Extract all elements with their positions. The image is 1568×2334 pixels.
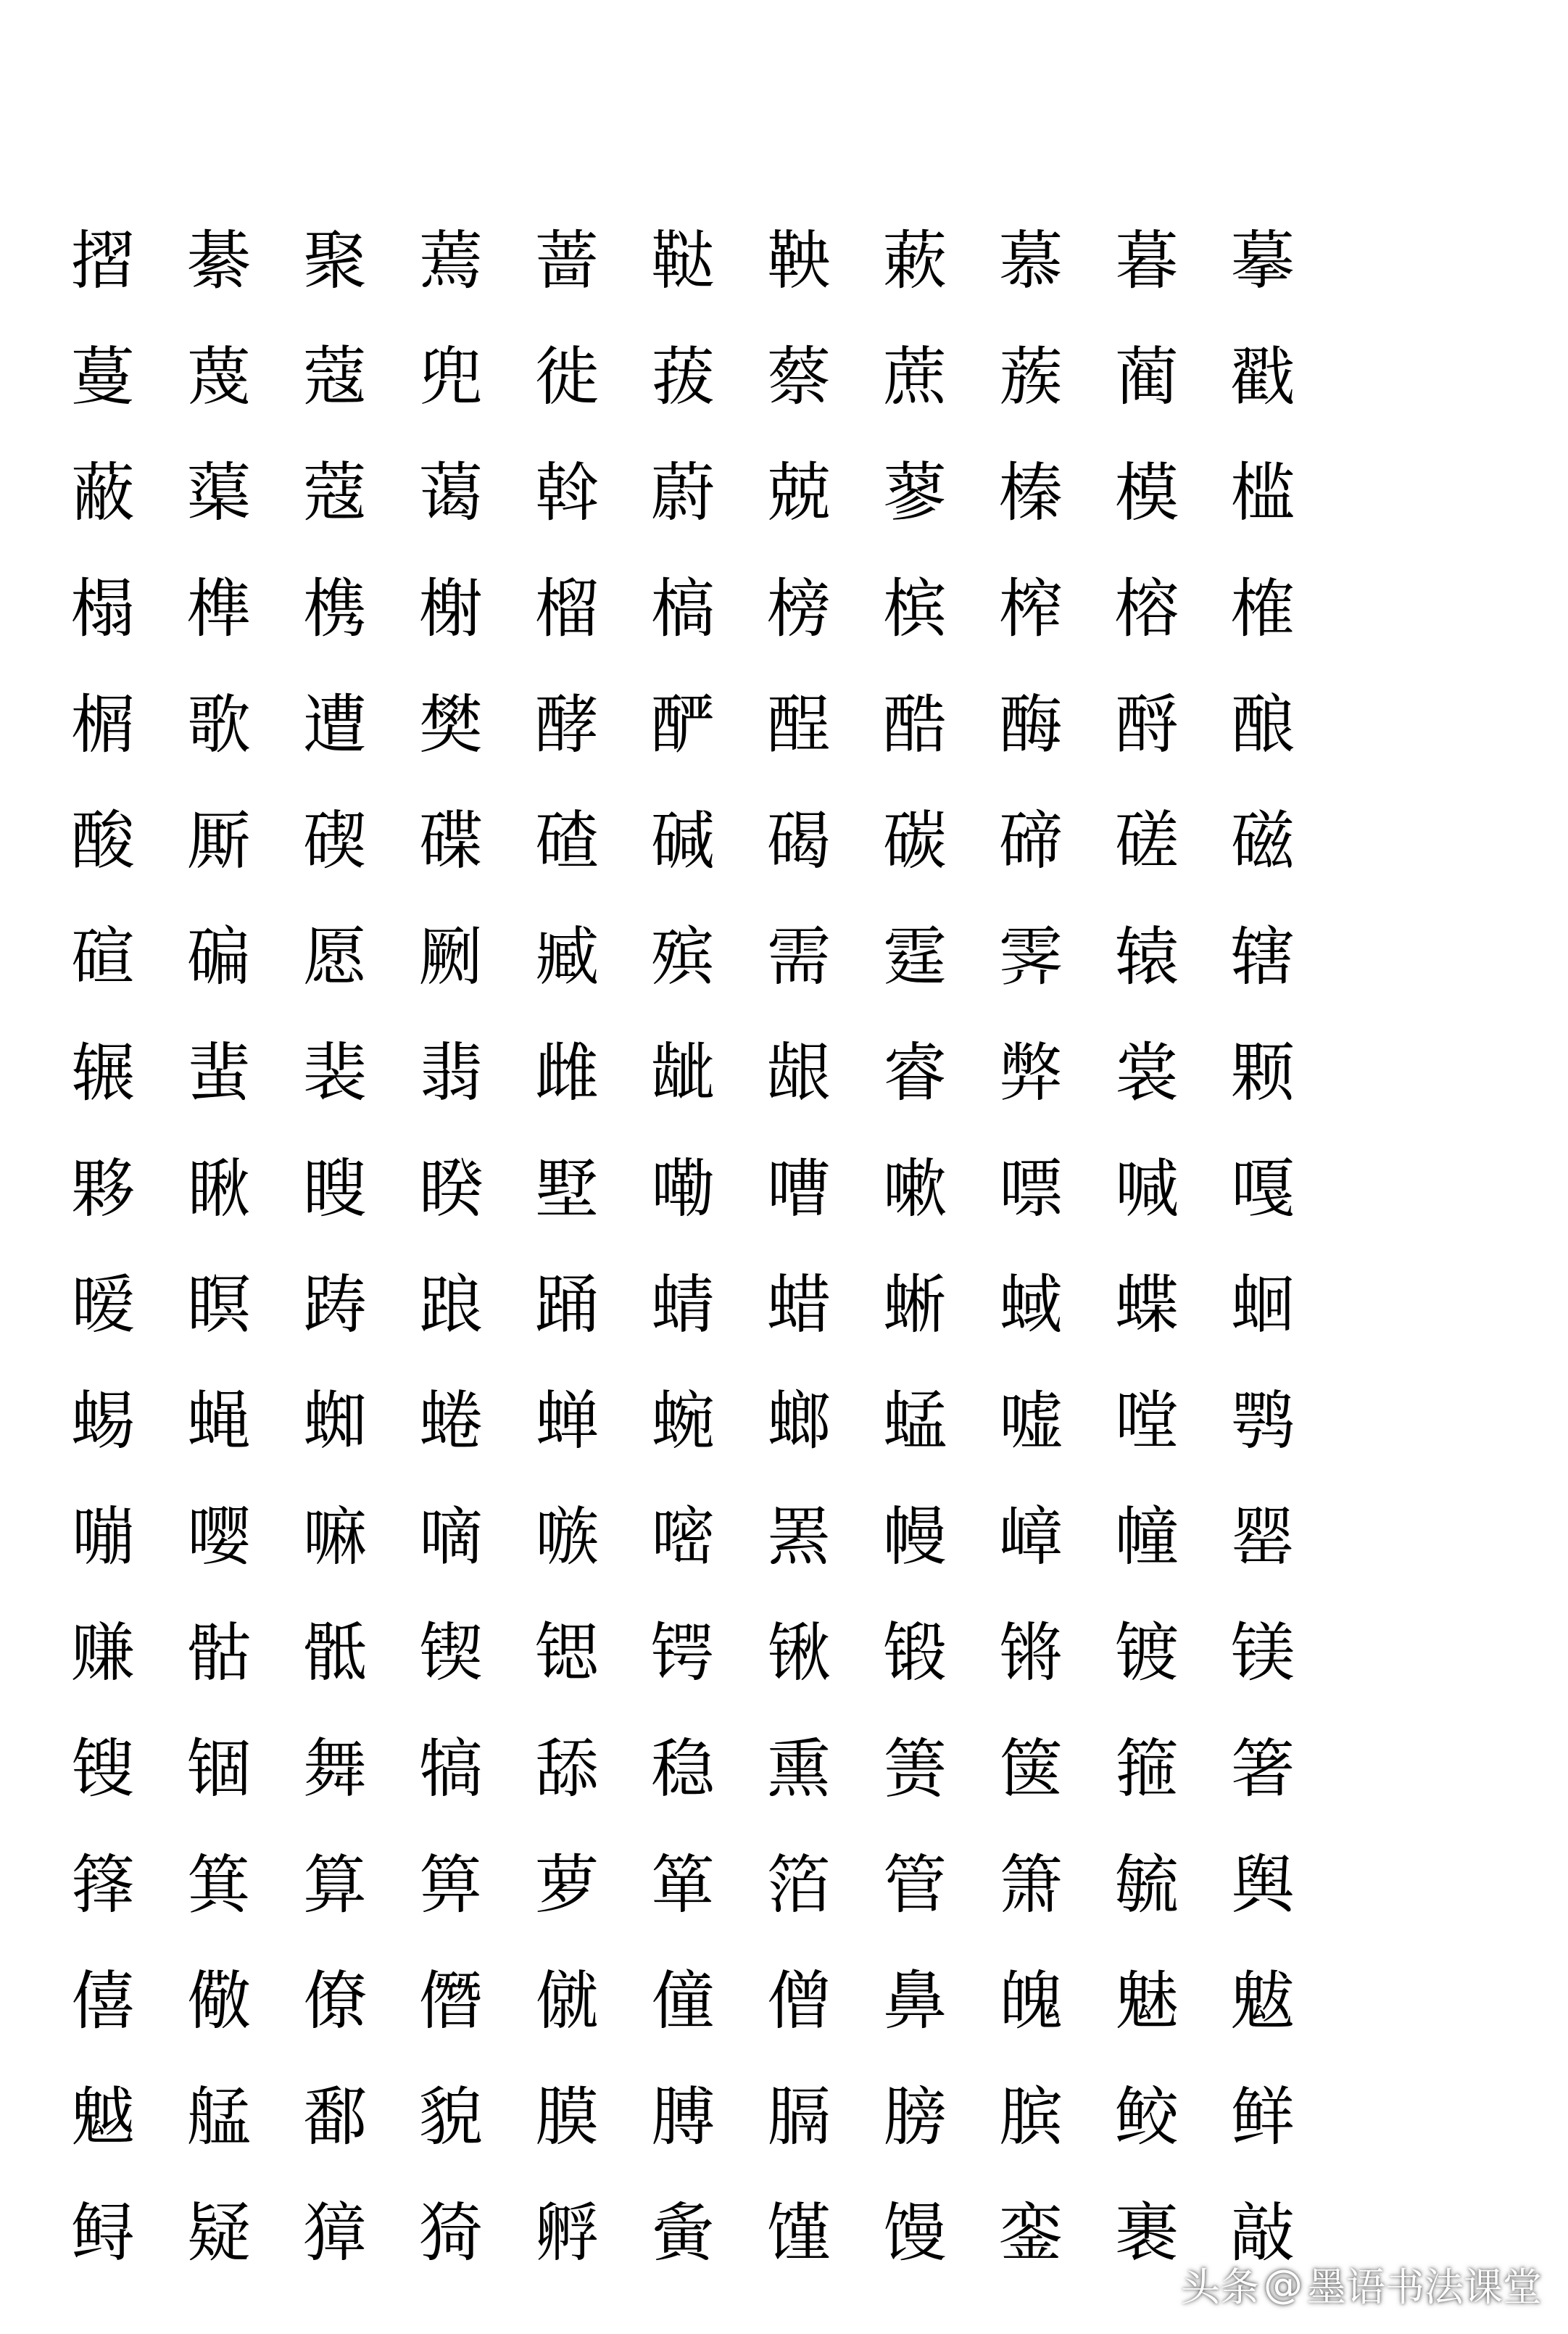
character: 碶 — [302, 803, 367, 878]
character: 愿 — [302, 919, 367, 994]
character: 箪 — [650, 1847, 715, 1922]
character: 碣 — [766, 803, 831, 878]
character: 榴 — [534, 571, 599, 646]
character: 熏 — [766, 1731, 831, 1806]
character: 箅 — [418, 1847, 483, 1922]
character: 锲 — [418, 1615, 483, 1690]
character: 榜 — [766, 571, 831, 646]
character: 箸 — [1230, 1731, 1295, 1806]
character: 榕 — [1114, 571, 1179, 646]
character: 锻 — [882, 1615, 947, 1690]
character: 螂 — [766, 1383, 831, 1458]
character: 碲 — [998, 803, 1063, 878]
character-row — [45, 2059, 1321, 2175]
character: 睿 — [882, 1035, 947, 1110]
character: 瞑 — [186, 1267, 251, 1342]
character: 蔼 — [418, 455, 483, 530]
character: 酿 — [1230, 687, 1295, 762]
character: 膊 — [650, 2080, 715, 2154]
character: 嘎 — [1230, 1151, 1295, 1226]
character-row — [45, 203, 1321, 319]
character: 酶 — [998, 687, 1063, 762]
character: 膑 — [998, 2080, 1063, 2154]
character-row — [45, 551, 1321, 667]
character: 劂 — [418, 919, 483, 994]
character: 雌 — [534, 1035, 599, 1110]
character: 厮 — [186, 803, 251, 878]
character: 艋 — [186, 2080, 251, 2154]
character: 管 — [882, 1847, 947, 1922]
character-row — [45, 783, 1321, 899]
character: 暧 — [70, 1267, 135, 1342]
character-row — [45, 1595, 1321, 1711]
character: 嶂 — [998, 1499, 1063, 1574]
character: 蔡 — [766, 339, 831, 414]
character: 榍 — [70, 687, 135, 762]
character: 蔗 — [882, 339, 947, 414]
character: 鼻 — [882, 1963, 947, 2038]
character: 嗾 — [534, 1499, 599, 1574]
character: 摹 — [1230, 223, 1295, 298]
character: 嘞 — [650, 1151, 715, 1226]
character: 蔫 — [418, 223, 483, 298]
character-row — [45, 1363, 1321, 1479]
character: 墅 — [534, 1151, 599, 1226]
character: 辗 — [70, 1035, 135, 1110]
character: 蔺 — [1114, 339, 1179, 414]
character: 镀 — [1114, 1615, 1179, 1690]
character: 蜷 — [418, 1383, 483, 1458]
character: 舆 — [1230, 1847, 1295, 1922]
character: 箨 — [70, 1847, 135, 1922]
character: 蜚 — [186, 1035, 251, 1110]
character: 锶 — [534, 1615, 599, 1690]
character: 孵 — [534, 2196, 599, 2270]
character: 萝 — [534, 1847, 599, 1922]
character: 慕 — [998, 223, 1063, 298]
character: 兜 — [418, 339, 483, 414]
character: 锢 — [186, 1731, 251, 1806]
character: 稳 — [650, 1731, 715, 1806]
character: 碴 — [534, 803, 599, 878]
character: 嘡 — [1114, 1383, 1179, 1458]
character: 酸 — [70, 803, 135, 878]
character: 酵 — [534, 687, 599, 762]
character: 榛 — [998, 455, 1063, 530]
character: 鲜 — [1230, 2080, 1295, 2154]
character: 锷 — [650, 1615, 715, 1690]
character: 蜻 — [650, 1267, 715, 1342]
character: 榻 — [70, 571, 135, 646]
character: 僭 — [418, 1963, 483, 2038]
character: 裳 — [1114, 1035, 1179, 1110]
character: 舞 — [302, 1731, 367, 1806]
character: 鄱 — [302, 2080, 367, 2154]
character: 徙 — [534, 339, 599, 414]
character: 鹗 — [1230, 1383, 1295, 1458]
character: 鲛 — [1114, 2080, 1179, 2154]
character: 罂 — [1230, 1499, 1295, 1574]
character: 殡 — [650, 919, 715, 994]
character: 鲟 — [70, 2196, 135, 2270]
character: 赚 — [70, 1615, 135, 1690]
watermark — [1181, 2256, 1542, 2312]
character-row — [45, 1479, 1321, 1595]
character: 辖 — [1230, 919, 1295, 994]
character: 碳 — [882, 803, 947, 878]
character: 蝶 — [1114, 1267, 1179, 1342]
character: 菝 — [650, 339, 715, 414]
character: 聚 — [302, 223, 367, 298]
character-row — [45, 899, 1321, 1015]
character: 嘣 — [70, 1499, 135, 1574]
character: 箍 — [1114, 1731, 1179, 1806]
character-row — [45, 319, 1321, 435]
character: 僧 — [766, 1963, 831, 2038]
character: 蜢 — [882, 1383, 947, 1458]
character: 夥 — [70, 1151, 135, 1226]
character: 魅 — [1114, 1963, 1179, 2038]
character: 锼 — [70, 1731, 135, 1806]
character: 蔑 — [186, 339, 251, 414]
character: 鞑 — [650, 223, 715, 298]
character: 弊 — [998, 1035, 1063, 1110]
character: 裹 — [1114, 2196, 1179, 2270]
character: 槜 — [302, 571, 367, 646]
character: 箧 — [998, 1731, 1063, 1806]
character: 颗 — [1230, 1035, 1295, 1110]
character: 疑 — [186, 2196, 251, 2270]
character: 臧 — [534, 919, 599, 994]
character: 榨 — [998, 571, 1063, 646]
character: 斡 — [534, 455, 599, 530]
character: 碹 — [70, 919, 135, 994]
character: 幔 — [882, 1499, 947, 1574]
character: 蔟 — [998, 339, 1063, 414]
character: 槁 — [650, 571, 715, 646]
watermark-platform: 头条 — [1181, 2264, 1259, 2310]
character: 磋 — [1114, 803, 1179, 878]
character: 槟 — [882, 571, 947, 646]
character: 骶 — [302, 1615, 367, 1690]
character: 嘘 — [998, 1383, 1063, 1458]
character: 魄 — [998, 1963, 1063, 2038]
character: 蔻 — [302, 339, 367, 414]
character: 馒 — [882, 2196, 947, 2270]
character: 魆 — [70, 2080, 135, 2154]
character: 蕖 — [186, 455, 251, 530]
character-row — [45, 667, 1321, 783]
character: 镁 — [1230, 1615, 1295, 1690]
character: 幢 — [1114, 1499, 1179, 1574]
character: 蜮 — [998, 1267, 1063, 1342]
character: 酲 — [766, 687, 831, 762]
character: 龇 — [650, 1035, 715, 1110]
character: 遭 — [302, 687, 367, 762]
character: 膜 — [534, 2080, 599, 2154]
character: 僖 — [70, 1963, 135, 2038]
character: 蛔 — [1230, 1267, 1295, 1342]
character: 蜴 — [70, 1383, 135, 1458]
character: 僦 — [534, 1963, 599, 2038]
character: 蔽 — [70, 455, 135, 530]
character: 蜡 — [766, 1267, 831, 1342]
character: 酷 — [882, 687, 947, 762]
character-row — [45, 1943, 1321, 2059]
character: 銮 — [998, 2196, 1063, 2270]
character: 嘈 — [766, 1151, 831, 1226]
character: 槛 — [1230, 455, 1295, 530]
character: 裴 — [302, 1035, 367, 1110]
character: 霆 — [882, 919, 947, 994]
character-row — [45, 1247, 1321, 1363]
character: 碱 — [650, 803, 715, 878]
character: 辕 — [1114, 919, 1179, 994]
character: 踊 — [534, 1267, 599, 1342]
character: 蔷 — [534, 223, 599, 298]
character: 敲 — [1230, 2196, 1295, 2270]
character: 龈 — [766, 1035, 831, 1110]
character: 獐 — [302, 2196, 367, 2270]
character: 箔 — [766, 1847, 831, 1922]
character: 蓼 — [882, 455, 947, 530]
character: 酹 — [1114, 687, 1179, 762]
character: 蜘 — [302, 1383, 367, 1458]
character: 嘧 — [650, 1499, 715, 1574]
character: 碟 — [418, 803, 483, 878]
character: 翡 — [418, 1035, 483, 1110]
character: 夤 — [650, 2196, 715, 2270]
character: 綦 — [186, 223, 251, 298]
character: 骷 — [186, 1615, 251, 1690]
character: 摺 — [70, 223, 135, 298]
character: 蜥 — [882, 1267, 947, 1342]
character: 蔻 — [302, 455, 367, 530]
character: 嗽 — [882, 1151, 947, 1226]
character-row — [45, 1131, 1321, 1247]
character: 猗 — [418, 2196, 483, 2270]
character: 歌 — [186, 687, 251, 762]
character: 酽 — [650, 687, 715, 762]
character: 嘌 — [998, 1151, 1063, 1226]
character: 嘀 — [418, 1499, 483, 1574]
character: 瞍 — [302, 1151, 367, 1226]
character-row — [45, 2175, 1321, 2291]
character: 榷 — [1230, 571, 1295, 646]
character: 樊 — [418, 687, 483, 762]
character: 兢 — [766, 455, 831, 530]
character: 磁 — [1230, 803, 1295, 878]
character: 蜿 — [650, 1383, 715, 1458]
character: 蔓 — [70, 339, 135, 414]
character: 蝉 — [534, 1383, 599, 1458]
character: 需 — [766, 919, 831, 994]
character: 蔚 — [650, 455, 715, 530]
character-row — [45, 435, 1321, 551]
character: 瞅 — [186, 1151, 251, 1226]
character: 喊 — [1114, 1151, 1179, 1226]
character: 暮 — [1114, 223, 1179, 298]
character: 僚 — [302, 1963, 367, 2038]
character: 踉 — [418, 1267, 483, 1342]
character: 蔌 — [882, 223, 947, 298]
watermark-at: @ — [1264, 2261, 1303, 2307]
character: 箕 — [186, 1847, 251, 1922]
character: 膈 — [766, 2080, 831, 2154]
character: 踌 — [302, 1267, 367, 1342]
character: 嘤 — [186, 1499, 251, 1574]
character: 僮 — [650, 1963, 715, 2038]
character: 蝇 — [186, 1383, 251, 1458]
character: 模 — [1114, 455, 1179, 530]
character: 锹 — [766, 1615, 831, 1690]
character: 儆 — [186, 1963, 251, 2038]
character: 膀 — [882, 2080, 947, 2154]
character: 霁 — [998, 919, 1063, 994]
character: 睽 — [418, 1151, 483, 1226]
character-row — [45, 1711, 1321, 1827]
character: 貌 — [418, 2080, 483, 2154]
character: 箦 — [882, 1731, 947, 1806]
character: 舔 — [534, 1731, 599, 1806]
character: 锵 — [998, 1615, 1063, 1690]
character: 嘛 — [302, 1499, 367, 1574]
character-grid — [45, 203, 1321, 2291]
character: 毓 — [1114, 1847, 1179, 1922]
character: 榭 — [418, 571, 483, 646]
character: 算 — [302, 1847, 367, 1922]
character: 鞅 — [766, 223, 831, 298]
character: 碥 — [186, 919, 251, 994]
character: 馑 — [766, 2196, 831, 2270]
character: 罴 — [766, 1499, 831, 1574]
watermark-account: 墨语书法课堂 — [1307, 2264, 1542, 2310]
character: 犒 — [418, 1731, 483, 1806]
character: 魃 — [1230, 1963, 1295, 2038]
character-row — [45, 1827, 1321, 1943]
character: 戳 — [1230, 339, 1295, 414]
character-row — [45, 1015, 1321, 1131]
character: 箫 — [998, 1847, 1063, 1922]
character: 榫 — [186, 571, 251, 646]
